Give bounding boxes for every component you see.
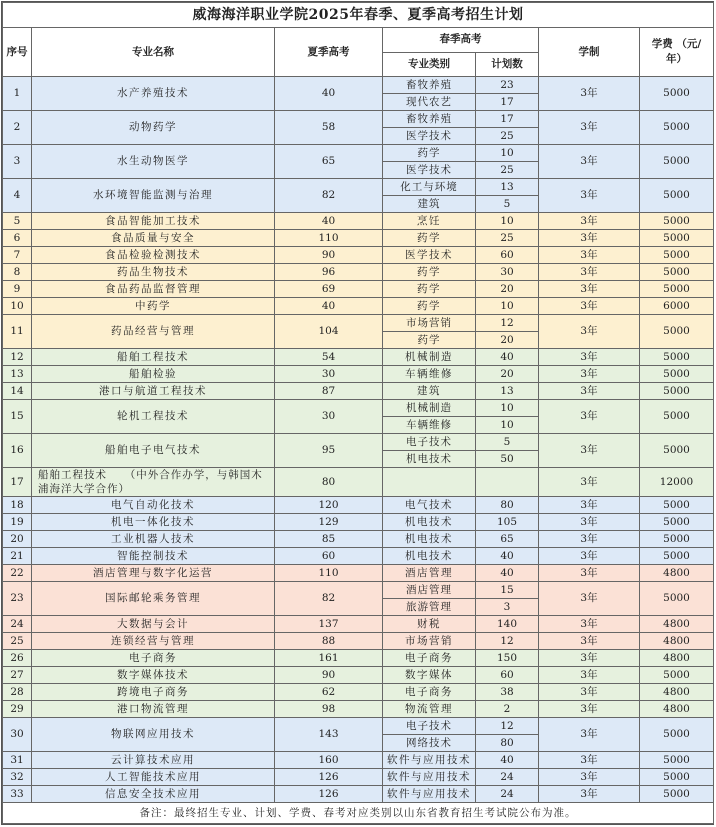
spring-plan: 17 <box>476 94 539 111</box>
spring-category: 软件与应用技术 <box>383 752 476 769</box>
row-seq: 23 <box>3 582 32 616</box>
spring-plan: 10 <box>476 400 539 417</box>
spring-category: 酒店管理 <box>383 582 476 599</box>
spring-category: 医学技术 <box>383 128 476 145</box>
major-name: 电子商务 <box>32 650 275 667</box>
major-name: 船舶电子电气技术 <box>32 434 275 468</box>
summer-plan: 40 <box>275 213 383 230</box>
table-row <box>3 514 714 531</box>
tuition-fee: 5000 <box>640 497 714 514</box>
spring-plan: 20 <box>476 281 539 298</box>
spring-category: 化工与环境 <box>383 179 476 196</box>
summer-plan: 143 <box>275 718 383 752</box>
summer-plan: 82 <box>275 179 383 213</box>
header-spring-exam: 春季高考 <box>383 28 539 53</box>
duration: 3年 <box>539 179 640 213</box>
major-name: 信息安全技术应用 <box>32 786 275 803</box>
table-row <box>3 247 714 264</box>
spring-category: 建筑 <box>383 383 476 400</box>
spring-category: 软件与应用技术 <box>383 769 476 786</box>
tuition-fee: 5000 <box>640 786 714 803</box>
spring-category: 车辆维修 <box>383 366 476 383</box>
duration: 3年 <box>539 616 640 633</box>
tuition-fee: 5000 <box>640 434 714 468</box>
summer-plan: 126 <box>275 786 383 803</box>
summer-plan: 85 <box>275 531 383 548</box>
summer-plan: 126 <box>275 769 383 786</box>
spring-category: 酒店管理 <box>383 565 476 582</box>
row-seq: 11 <box>3 315 32 349</box>
row-seq: 29 <box>3 701 32 718</box>
row-seq: 28 <box>3 684 32 701</box>
major-name: 人工智能技术应用 <box>32 769 275 786</box>
spring-plan: 12 <box>476 718 539 735</box>
row-seq: 17 <box>3 468 32 497</box>
duration: 3年 <box>539 349 640 366</box>
spring-plan: 5 <box>476 434 539 451</box>
row-seq: 8 <box>3 264 32 281</box>
spring-plan: 10 <box>476 145 539 162</box>
tuition-fee: 5000 <box>640 548 714 565</box>
summer-plan: 40 <box>275 298 383 315</box>
duration: 3年 <box>539 650 640 667</box>
tuition-fee: 5000 <box>640 281 714 298</box>
spring-plan: 80 <box>476 735 539 752</box>
row-seq: 21 <box>3 548 32 565</box>
summer-plan: 60 <box>275 548 383 565</box>
spring-category: 药学 <box>383 281 476 298</box>
spring-plan: 30 <box>476 264 539 281</box>
tuition-fee: 12000 <box>640 468 714 497</box>
row-seq: 2 <box>3 111 32 145</box>
duration: 3年 <box>539 247 640 264</box>
spring-category: 市场营销 <box>383 633 476 650</box>
duration: 3年 <box>539 667 640 684</box>
spring-plan: 23 <box>476 77 539 94</box>
duration: 3年 <box>539 213 640 230</box>
table-row <box>3 701 714 718</box>
duration: 3年 <box>539 684 640 701</box>
row-seq: 7 <box>3 247 32 264</box>
spring-plan: 20 <box>476 332 539 349</box>
spring-plan: 2 <box>476 701 539 718</box>
duration: 3年 <box>539 752 640 769</box>
summer-plan: 90 <box>275 247 383 264</box>
tuition-fee: 5000 <box>640 383 714 400</box>
header-major: 专业名称 <box>32 28 275 77</box>
tuition-fee: 5000 <box>640 667 714 684</box>
tuition-fee: 4800 <box>640 650 714 667</box>
spring-category: 烹饪 <box>383 213 476 230</box>
spring-plan: 13 <box>476 179 539 196</box>
spring-plan: 24 <box>476 769 539 786</box>
spring-plan: 80 <box>476 497 539 514</box>
page-title: 威海海洋职业学院2025年春季、夏季高考招生计划 <box>3 3 714 28</box>
duration: 3年 <box>539 701 640 718</box>
header-fee: 学费 （元/年） <box>640 28 714 77</box>
summer-plan: 30 <box>275 366 383 383</box>
spring-category: 机电技术 <box>383 451 476 468</box>
spring-plan: 12 <box>476 633 539 650</box>
row-seq: 24 <box>3 616 32 633</box>
duration: 3年 <box>539 769 640 786</box>
row-seq: 20 <box>3 531 32 548</box>
header-spring-category: 专业类别 <box>383 52 476 77</box>
summer-plan: 96 <box>275 264 383 281</box>
duration: 3年 <box>539 77 640 111</box>
spring-plan: 40 <box>476 565 539 582</box>
major-name: 食品质量与安全 <box>32 230 275 247</box>
major-name: 船舶检验 <box>32 366 275 383</box>
summer-plan: 129 <box>275 514 383 531</box>
table-row <box>3 383 714 400</box>
table-row <box>3 582 714 599</box>
major-name: 数字媒体技术 <box>32 667 275 684</box>
spring-category: 电子商务 <box>383 650 476 667</box>
table-row <box>3 718 714 735</box>
spring-category: 畜牧养殖 <box>383 77 476 94</box>
major-name: 动物药学 <box>32 111 275 145</box>
spring-plan: 20 <box>476 366 539 383</box>
spring-category: 畜牧养殖 <box>383 111 476 128</box>
spring-category: 药学 <box>383 298 476 315</box>
spring-category: 数字媒体 <box>383 667 476 684</box>
tuition-fee: 5000 <box>640 77 714 111</box>
tuition-fee: 5000 <box>640 111 714 145</box>
tuition-fee: 5000 <box>640 400 714 434</box>
tuition-fee: 5000 <box>640 179 714 213</box>
spring-category: 机电技术 <box>383 548 476 565</box>
duration: 3年 <box>539 434 640 468</box>
table-row <box>3 400 714 417</box>
row-seq: 5 <box>3 213 32 230</box>
spring-category: 电子技术 <box>383 718 476 735</box>
summer-plan: 62 <box>275 684 383 701</box>
duration: 3年 <box>539 281 640 298</box>
summer-plan: 30 <box>275 400 383 434</box>
summer-plan: 104 <box>275 315 383 349</box>
duration: 3年 <box>539 786 640 803</box>
row-seq: 9 <box>3 281 32 298</box>
summer-plan: 58 <box>275 111 383 145</box>
spring-plan: 25 <box>476 162 539 179</box>
spring-plan: 40 <box>476 349 539 366</box>
row-seq: 26 <box>3 650 32 667</box>
row-seq: 18 <box>3 497 32 514</box>
major-name: 药品生物技术 <box>32 264 275 281</box>
major-name: 大数据与会计 <box>32 616 275 633</box>
duration: 3年 <box>539 315 640 349</box>
summer-plan: 110 <box>275 565 383 582</box>
table-row <box>3 77 714 94</box>
duration: 3年 <box>539 468 640 497</box>
table-row <box>3 366 714 383</box>
header-summer-exam: 夏季高考 <box>275 28 383 77</box>
spring-plan: 24 <box>476 786 539 803</box>
row-seq: 6 <box>3 230 32 247</box>
major-name: 轮机工程技术 <box>32 400 275 434</box>
tuition-fee: 4800 <box>640 633 714 650</box>
spring-plan: 25 <box>476 230 539 247</box>
spring-plan: 140 <box>476 616 539 633</box>
table-row <box>3 111 714 128</box>
table-row <box>3 264 714 281</box>
summer-plan: 161 <box>275 650 383 667</box>
summer-plan: 69 <box>275 281 383 298</box>
summer-plan: 40 <box>275 77 383 111</box>
tuition-fee: 4800 <box>640 684 714 701</box>
spring-plan: 60 <box>476 667 539 684</box>
enrollment-plan-table-container <box>1 1 714 825</box>
row-seq: 31 <box>3 752 32 769</box>
spring-category: 网络技术 <box>383 735 476 752</box>
tuition-fee: 5000 <box>640 145 714 179</box>
table-body <box>3 77 714 803</box>
spring-category: 医学技术 <box>383 247 476 264</box>
row-seq: 25 <box>3 633 32 650</box>
major-name: 药品经营与管理 <box>32 315 275 349</box>
major-name: 电气自动化技术 <box>32 497 275 514</box>
spring-plan: 10 <box>476 213 539 230</box>
spring-plan: 13 <box>476 383 539 400</box>
table-row <box>3 752 714 769</box>
summer-plan: 88 <box>275 633 383 650</box>
spring-category: 建筑 <box>383 196 476 213</box>
spring-category: 医学技术 <box>383 162 476 179</box>
tuition-fee: 5000 <box>640 752 714 769</box>
spring-plan: 3 <box>476 599 539 616</box>
spring-category: 机械制造 <box>383 349 476 366</box>
major-name: 船舶工程技术 （中外合作办学，与韩国木浦海洋大学合作） <box>32 468 275 497</box>
row-seq: 32 <box>3 769 32 786</box>
spring-plan: 40 <box>476 752 539 769</box>
tuition-fee: 5000 <box>640 264 714 281</box>
table-row <box>3 179 714 196</box>
row-seq: 13 <box>3 366 32 383</box>
summer-plan: 137 <box>275 616 383 633</box>
row-seq: 30 <box>3 718 32 752</box>
duration: 3年 <box>539 497 640 514</box>
table-row <box>3 548 714 565</box>
summer-plan: 82 <box>275 582 383 616</box>
tuition-fee: 5000 <box>640 230 714 247</box>
duration: 3年 <box>539 298 640 315</box>
table-row <box>3 281 714 298</box>
tuition-fee: 5000 <box>640 531 714 548</box>
tuition-fee: 5000 <box>640 582 714 616</box>
spring-plan: 150 <box>476 650 539 667</box>
table-row <box>3 650 714 667</box>
summer-plan: 90 <box>275 667 383 684</box>
row-seq: 19 <box>3 514 32 531</box>
tuition-fee: 5000 <box>640 514 714 531</box>
spring-category <box>383 468 476 497</box>
spring-plan: 60 <box>476 247 539 264</box>
spring-category: 药学 <box>383 145 476 162</box>
row-seq: 22 <box>3 565 32 582</box>
major-name: 港口与航道工程技术 <box>32 383 275 400</box>
spring-category: 药学 <box>383 230 476 247</box>
spring-category: 现代农艺 <box>383 94 476 111</box>
duration: 3年 <box>539 531 640 548</box>
duration: 3年 <box>539 145 640 179</box>
spring-plan: 10 <box>476 417 539 434</box>
spring-category: 物流管理 <box>383 701 476 718</box>
spring-category: 市场营销 <box>383 315 476 332</box>
row-seq: 27 <box>3 667 32 684</box>
table-row <box>3 684 714 701</box>
table-row <box>3 298 714 315</box>
tuition-fee: 4800 <box>640 616 714 633</box>
spring-plan: 40 <box>476 548 539 565</box>
major-name: 水产养殖技术 <box>32 77 275 111</box>
spring-plan: 105 <box>476 514 539 531</box>
major-name: 港口物流管理 <box>32 701 275 718</box>
spring-category: 电子商务 <box>383 684 476 701</box>
tuition-fee: 6000 <box>640 298 714 315</box>
summer-plan: 65 <box>275 145 383 179</box>
spring-category: 电气技术 <box>383 497 476 514</box>
spring-plan: 25 <box>476 128 539 145</box>
major-name: 国际邮轮乘务管理 <box>32 582 275 616</box>
table-row <box>3 349 714 366</box>
table-row <box>3 616 714 633</box>
spring-category: 电子技术 <box>383 434 476 451</box>
row-seq: 12 <box>3 349 32 366</box>
major-name: 机电一体化技术 <box>32 514 275 531</box>
spring-plan: 65 <box>476 531 539 548</box>
duration: 3年 <box>539 633 640 650</box>
header-seq: 序号 <box>3 28 32 77</box>
major-name: 智能控制技术 <box>32 548 275 565</box>
major-name: 连锁经营与管理 <box>32 633 275 650</box>
table-row <box>3 213 714 230</box>
row-seq: 33 <box>3 786 32 803</box>
table-row <box>3 633 714 650</box>
duration: 3年 <box>539 111 640 145</box>
row-seq: 3 <box>3 145 32 179</box>
row-seq: 14 <box>3 383 32 400</box>
major-name: 中药学 <box>32 298 275 315</box>
table-row <box>3 434 714 451</box>
major-name: 食品药品监督管理 <box>32 281 275 298</box>
summer-plan: 120 <box>275 497 383 514</box>
major-name: 酒店管理与数字化运营 <box>32 565 275 582</box>
major-name: 食品智能加工技术 <box>32 213 275 230</box>
major-name: 水生动物医学 <box>32 145 275 179</box>
tuition-fee: 5000 <box>640 213 714 230</box>
tuition-fee: 4800 <box>640 701 714 718</box>
tuition-fee: 4800 <box>640 565 714 582</box>
spring-plan: 12 <box>476 315 539 332</box>
summer-plan: 54 <box>275 349 383 366</box>
summer-plan: 160 <box>275 752 383 769</box>
spring-category: 机械制造 <box>383 400 476 417</box>
duration: 3年 <box>539 366 640 383</box>
duration: 3年 <box>539 264 640 281</box>
major-name: 水环境智能监测与治理 <box>32 179 275 213</box>
major-name: 船舶工程技术 <box>32 349 275 366</box>
tuition-fee: 5000 <box>640 769 714 786</box>
spring-plan: 50 <box>476 451 539 468</box>
summer-plan: 110 <box>275 230 383 247</box>
duration: 3年 <box>539 565 640 582</box>
major-name: 跨境电子商务 <box>32 684 275 701</box>
spring-plan: 15 <box>476 582 539 599</box>
spring-category: 财税 <box>383 616 476 633</box>
summer-plan: 80 <box>275 468 383 497</box>
duration: 3年 <box>539 230 640 247</box>
duration: 3年 <box>539 383 640 400</box>
tuition-fee: 5000 <box>640 247 714 264</box>
spring-category: 机电技术 <box>383 514 476 531</box>
tuition-fee: 5000 <box>640 718 714 752</box>
row-seq: 16 <box>3 434 32 468</box>
spring-plan: 10 <box>476 298 539 315</box>
major-name: 云计算技术应用 <box>32 752 275 769</box>
duration: 3年 <box>539 718 640 752</box>
duration: 3年 <box>539 514 640 531</box>
summer-plan: 87 <box>275 383 383 400</box>
spring-category: 软件与应用技术 <box>383 786 476 803</box>
footnote: 备注：最终招生专业、计划、学费、春考对应类别以山东省教育招生考试院公布为准。 <box>3 803 714 824</box>
header-duration: 学制 <box>539 28 640 77</box>
spring-plan <box>476 468 539 497</box>
table-row <box>3 531 714 548</box>
table-row <box>3 230 714 247</box>
spring-category: 药学 <box>383 332 476 349</box>
duration: 3年 <box>539 582 640 616</box>
row-seq: 1 <box>3 77 32 111</box>
table-row <box>3 315 714 332</box>
enrollment-plan-table <box>2 2 714 824</box>
major-name: 物联网应用技术 <box>32 718 275 752</box>
table-row <box>3 786 714 803</box>
summer-plan: 98 <box>275 701 383 718</box>
table-row <box>3 565 714 582</box>
row-seq: 4 <box>3 179 32 213</box>
row-seq: 15 <box>3 400 32 434</box>
spring-category: 车辆维修 <box>383 417 476 434</box>
header-spring-plan: 计划数 <box>476 52 539 77</box>
duration: 3年 <box>539 548 640 565</box>
spring-plan: 5 <box>476 196 539 213</box>
table-row <box>3 497 714 514</box>
spring-category: 药学 <box>383 264 476 281</box>
table-row <box>3 145 714 162</box>
table-row <box>3 667 714 684</box>
major-name: 工业机器人技术 <box>32 531 275 548</box>
table-row <box>3 468 714 497</box>
spring-category: 机电技术 <box>383 531 476 548</box>
spring-plan: 38 <box>476 684 539 701</box>
tuition-fee: 5000 <box>640 349 714 366</box>
summer-plan: 95 <box>275 434 383 468</box>
duration: 3年 <box>539 400 640 434</box>
spring-category: 旅游管理 <box>383 599 476 616</box>
tuition-fee: 5000 <box>640 366 714 383</box>
spring-plan: 17 <box>476 111 539 128</box>
row-seq: 10 <box>3 298 32 315</box>
tuition-fee: 5000 <box>640 315 714 349</box>
major-name: 食品检验检测技术 <box>32 247 275 264</box>
table-row <box>3 769 714 786</box>
